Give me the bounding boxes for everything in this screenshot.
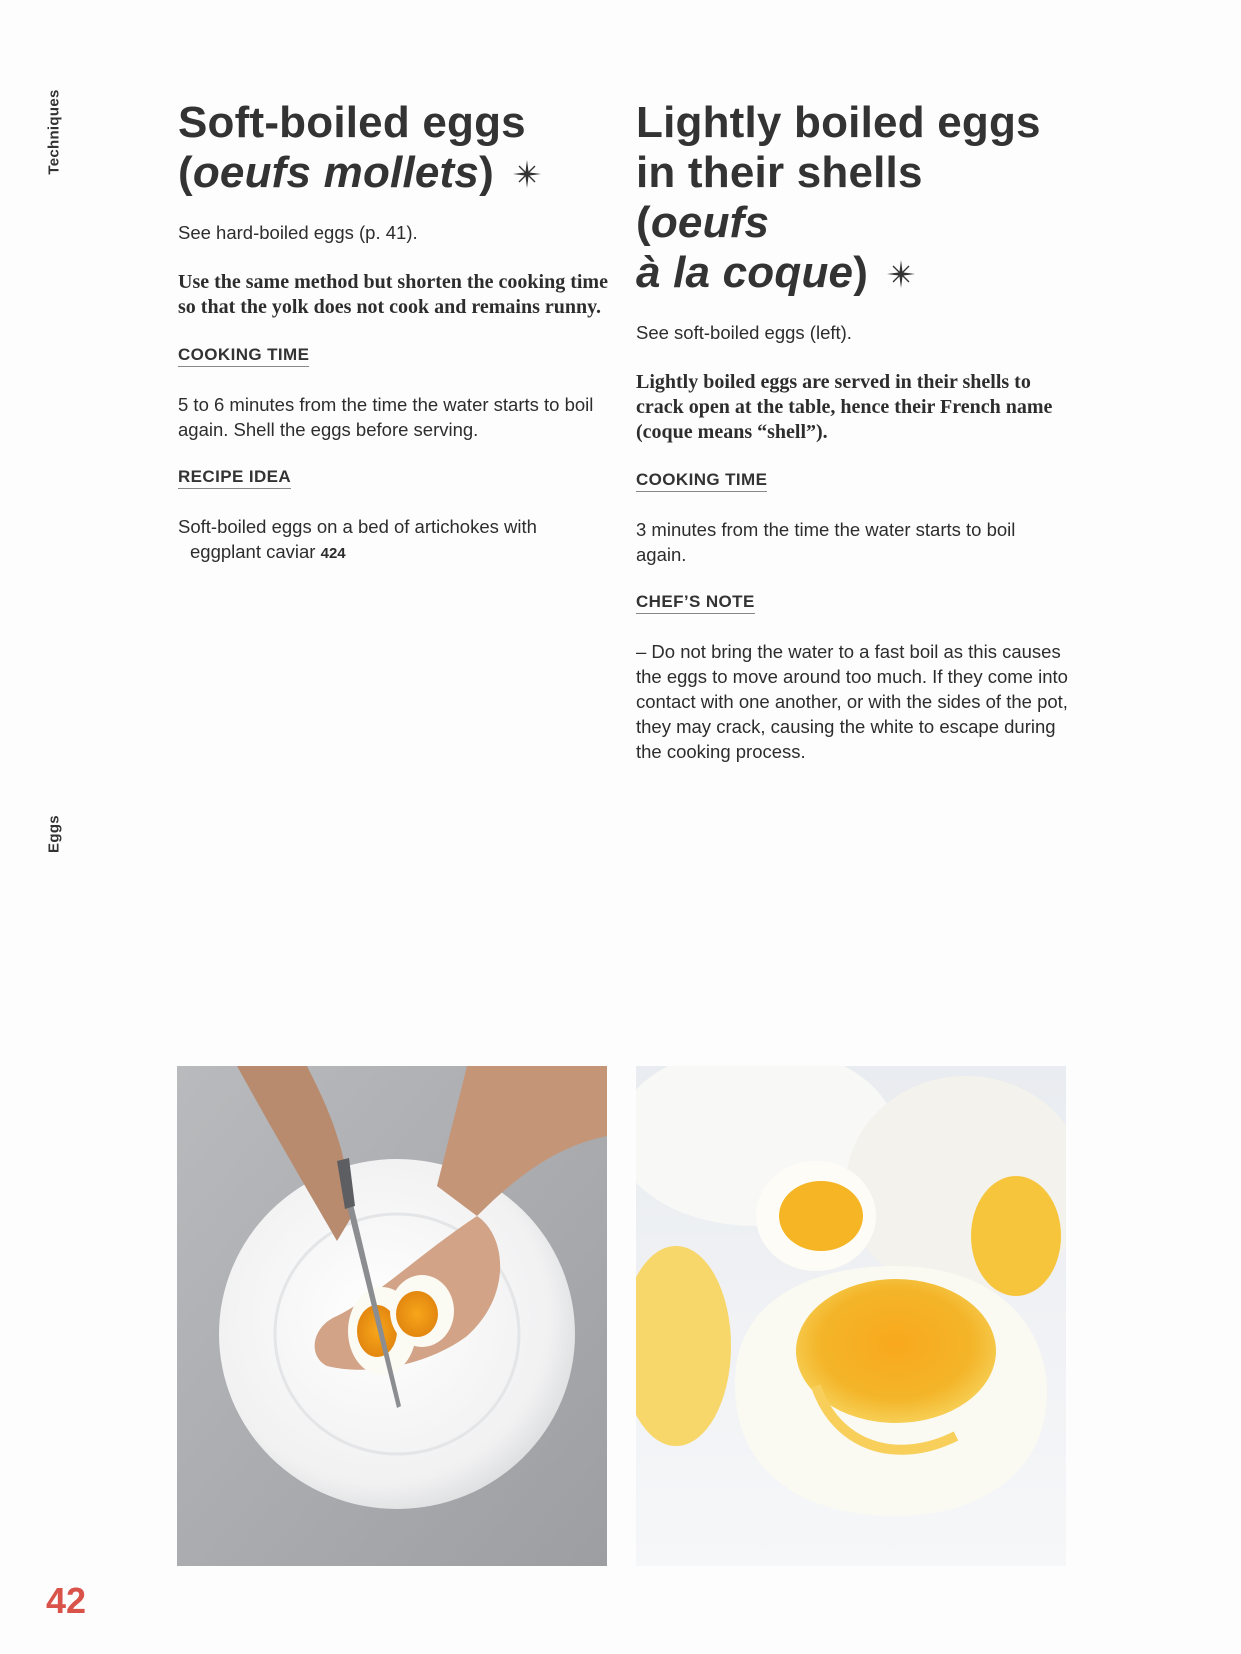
left-title: [178, 98, 610, 198]
right-cooking-time-heading: COOKING TIME: [636, 470, 767, 492]
section-label: Techniques: [45, 89, 63, 175]
star-icon: [886, 259, 916, 289]
chefs-note-heading: CHEF’S NOTE: [636, 592, 755, 614]
left-cooking-time-heading: COOKING TIME: [178, 345, 309, 367]
photo-cutting-egg: [177, 1066, 607, 1566]
recipe-idea-label: Soft-boiled eggs on a bed of artichokes with eggplant caviar: [178, 516, 537, 562]
recipe-page-ref[interactable]: 424: [320, 545, 346, 562]
left-title-line1: Soft-boiled eggs: [178, 98, 526, 147]
chapter-label: Eggs: [45, 815, 63, 853]
right-title-line1: Lightly boiled eggs: [636, 98, 1041, 147]
left-cooking-time-text: 5 to 6 minutes from the time the water starts to boil again. Shell the eggs before serving.: [178, 394, 594, 440]
recipe-idea-heading: RECIPE IDEA: [178, 467, 291, 489]
right-column: [636, 98, 1068, 789]
left-lead-text: Use the same method but shorten the cooking time so that the yolk does not cook and remains runny.: [178, 271, 608, 318]
page-number: 42: [46, 1580, 87, 1621]
recipe-idea-text: [178, 514, 610, 566]
left-see-also: See hard-boiled eggs (p. 41).: [178, 222, 418, 243]
left-column: [178, 98, 610, 591]
star-icon: [512, 159, 542, 189]
right-title-italic-a: oeufs: [650, 198, 770, 247]
left-title-paren-open: (: [178, 148, 193, 197]
photo-soft-boiled-eggs: [636, 1066, 1066, 1566]
right-title-line2: in their shells (: [636, 148, 923, 247]
right-cooking-time-text: 3 minutes from the time the water starts to boil again.: [636, 519, 1016, 565]
chefs-note-text: – Do not bring the water to a fast boil as this causes the eggs to move around too much. If they come into contact with one another, or with the sides of the pot, they may crack, causing the white to escape during the cooking process.: [636, 641, 1068, 762]
left-title-italic: oeufs mollets: [192, 148, 480, 197]
right-title-italic-b: à la coque: [636, 248, 854, 297]
left-title-paren-close: ): [479, 148, 494, 197]
right-lead-text: Lightly boiled eggs are served in their shells to crack open at the table, hence their French name (coque means “shell”).: [636, 371, 1053, 443]
right-title: [636, 98, 1068, 298]
right-title-paren-close: ): [853, 248, 869, 297]
right-see-also: See soft-boiled eggs (left).: [636, 322, 852, 343]
